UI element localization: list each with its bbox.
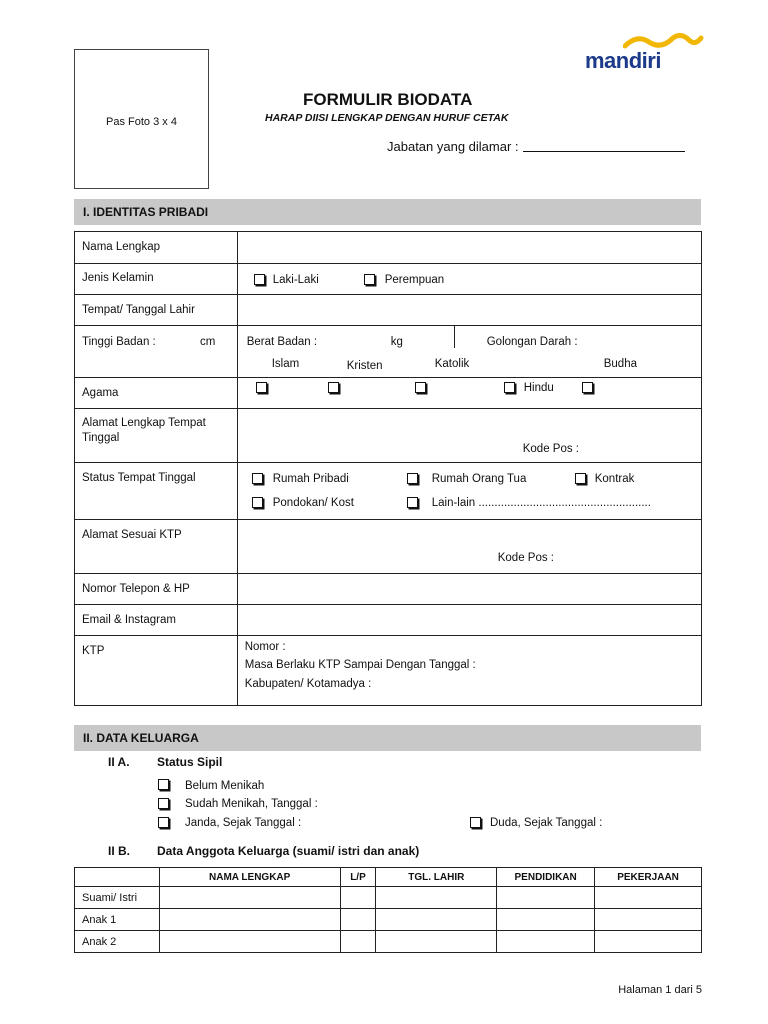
fisik-divider [454,326,455,348]
checkbox-laki[interactable] [254,274,265,285]
telepon-label: Nomor Telepon & HP [82,583,190,595]
hindu-label: Hindu [523,382,554,394]
kost-label: Pondokan/ Kost [272,497,354,509]
cell-input[interactable] [159,931,340,953]
checkbox-janda[interactable] [158,817,169,828]
tinggi-label: Tinggi Badan : [82,336,156,348]
cell-input[interactable] [595,909,702,931]
nama-label: Nama Lengkap [82,241,160,253]
col-header-pekerjaan: PEKERJAAN [595,868,702,887]
photo-box [74,49,209,189]
section-2a-number: II A. [108,755,130,769]
checkbox-sudah-menikah[interactable] [158,798,169,809]
kristen-label: Kristen [346,360,383,372]
table-row [75,909,702,931]
alamat-ktp-input[interactable] [237,520,701,574]
checkbox-rumah-pribadi[interactable] [252,473,263,484]
row-label-anak-1: Anak 1 [75,909,160,931]
photo-label: Pas Foto 3 x 4 [106,116,177,128]
col-header-blank [75,868,160,887]
cell-input[interactable] [376,887,497,909]
belum-menikah-label: Belum Menikah [185,780,265,792]
col-header-tgl: TGL. LAHIR [376,868,497,887]
row-telepon [75,574,702,605]
checkbox-lain[interactable] [407,497,418,508]
row-ttl [75,295,702,326]
berat-label: Berat Badan : [246,336,318,348]
checkbox-kristen[interactable] [328,382,339,393]
section-1-header [74,199,701,225]
family-header-row [75,868,702,887]
checkbox-perempuan[interactable] [364,274,375,285]
jk-label: Jenis Kelamin [82,272,154,284]
cm-unit: cm [200,336,216,348]
row-agama [75,378,702,409]
section-1-title: I. IDENTITAS PRIBADI [83,205,209,219]
cell-input[interactable] [595,887,702,909]
checkbox-duda[interactable] [470,817,481,828]
col-header-lp: L/P [340,868,376,887]
kontrak-label: Kontrak [594,473,635,485]
checkbox-katolik[interactable] [415,382,426,393]
jabatan-line[interactable] [523,139,685,152]
ttl-label: Tempat/ Tanggal Lahir [82,304,195,316]
mandiri-logo [585,34,703,74]
checkbox-rumah-ortu[interactable] [407,473,418,484]
katolik-label: Katolik [434,358,470,370]
identitas-table [74,231,702,706]
family-table [74,867,702,953]
alamat-input[interactable] [237,409,701,463]
jabatan-field[interactable] [387,139,685,154]
row-email [75,605,702,636]
section-2b-title: Data Anggota Keluarga (suami/ istri dan anak) [157,844,420,858]
cell-input[interactable] [159,887,340,909]
kodepos-label: Kode Pos : [522,443,579,455]
form-subtitle: HARAP DIISI LENGKAP DENGAN HURUF CETAK [265,112,509,124]
alamat-ktp-label: Alamat Sesuai KTP [82,529,182,541]
cell-input[interactable] [159,909,340,931]
duda-label: Duda, Sejak Tanggal : [490,817,603,829]
checkbox-hindu[interactable] [504,382,515,393]
perempuan-label: Perempuan [384,274,445,286]
section-2-title: II. DATA KELUARGA [83,731,199,745]
section-2b-number: II B. [108,844,131,858]
email-label: Email & Instagram [82,614,176,626]
page-number: Halaman 1 dari 5 [618,984,702,996]
section-2-header [74,725,701,751]
alamat-label: Alamat Lengkap Tempat Tinggal [82,417,206,444]
lain-label: Lain-lain ...................................................... [431,497,651,509]
rumah-pribadi-label: Rumah Pribadi [272,473,349,485]
cell-input[interactable] [497,909,595,931]
form-title: FORMULIR BIODATA [303,90,473,109]
cell-input[interactable] [340,931,376,953]
telepon-input[interactable] [237,574,701,605]
goldar-label: Golongan Darah : [486,336,578,348]
row-nama [75,232,702,264]
ktp-masa-label: Masa Berlaku KTP Sampai Dengan Tanggal : [244,659,476,671]
email-input[interactable] [237,605,701,636]
ttl-input[interactable] [237,295,701,326]
jabatan-label: Jabatan yang dilamar : [387,139,519,154]
row-label-suami-istri: Suami/ Istri [75,887,160,909]
budha-label: Budha [603,358,637,370]
checkbox-kontrak[interactable] [575,473,586,484]
col-header-pendidikan: PENDIDIKAN [497,868,595,887]
kodepos-ktp-label: Kode Pos : [497,552,554,564]
sudah-menikah-label: Sudah Menikah, Tanggal : [185,798,318,810]
islam-label: Islam [271,358,300,370]
col-header-nama: NAMA LENGKAP [159,868,340,887]
cell-input[interactable] [340,909,376,931]
ktp-nomor-label: Nomor : [244,641,286,653]
row-status-tinggal [75,463,702,520]
cell-input[interactable] [497,931,595,953]
row-fisik [75,326,702,378]
janda-label: Janda, Sejak Tanggal : [185,817,302,829]
ktp-kabupaten-label: Kabupaten/ Kotamadya : [244,678,372,690]
checkbox-budha[interactable] [582,382,593,393]
checkbox-islam[interactable] [256,382,267,393]
cell-input[interactable] [376,931,497,953]
laki-label: Laki-Laki [272,274,319,286]
status-tinggal-label: Status Tempat Tinggal [82,472,196,484]
section-2a-title: Status Sipil [157,755,223,769]
row-alamat [75,409,702,463]
kg-unit: kg [390,336,403,348]
row-label-anak-2: Anak 2 [75,931,160,953]
ktp-label: KTP [82,645,105,657]
rumah-ortu-label: Rumah Orang Tua [431,473,527,485]
row-jenis-kelamin [75,264,702,295]
table-row [75,887,702,909]
row-alamat-ktp [75,520,702,574]
agama-label: Agama [82,387,119,399]
cell-input[interactable] [595,931,702,953]
cell-input[interactable] [497,887,595,909]
cell-input[interactable] [376,909,497,931]
logo-text: mandiri [585,48,661,73]
table-row [75,931,702,953]
row-ktp [75,636,702,706]
cell-input[interactable] [340,887,376,909]
checkbox-belum-menikah[interactable] [158,779,169,790]
nama-input[interactable] [237,232,701,264]
checkbox-kost[interactable] [252,497,263,508]
